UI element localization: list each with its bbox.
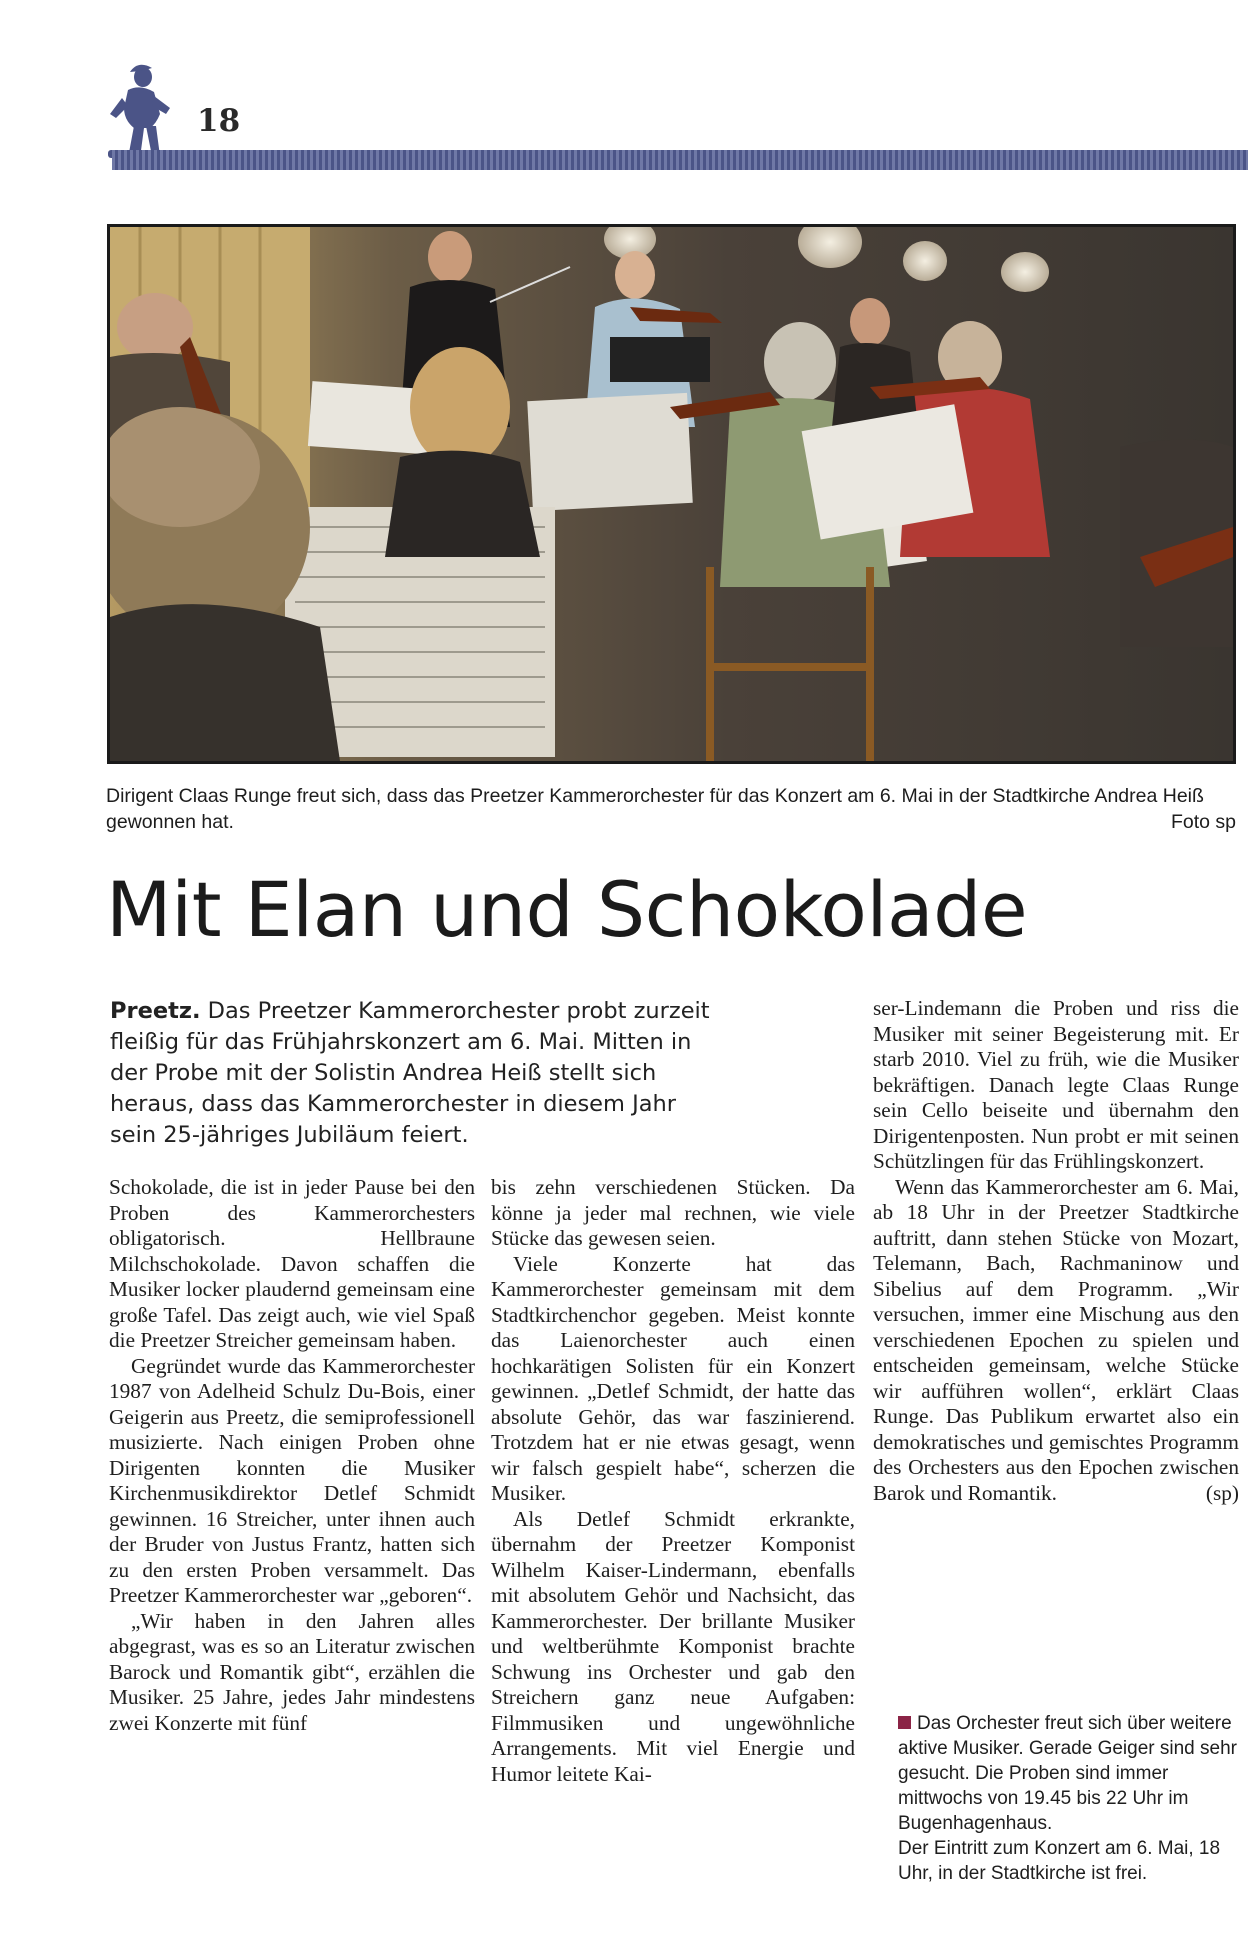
paragraph: bis zehn verschiedenen Stücken. Da könne ja jeder mal rechnen, wie viele Stücke das gewesen seien. xyxy=(491,1175,855,1250)
caption-text: Dirigent Claas Runge freut sich, dass das Preetzer Kammerorchester für das Konzert am 6. Mai in der Stadtkirche Andrea Heiß gewonnen hat. xyxy=(106,785,1204,833)
paragraph: Schokolade, die ist in jeder Pause bei den Proben des Kammerorchesters obligatorisch. Hellbraune Milchschokolade. Davon schaffen die Musiker locker plaudernd gemeinsam eine große Tafel. Das zeigt auch, wie viel Spaß die Preetzer Streicher gemeinsam haben. xyxy=(109,1175,475,1352)
paragraph xyxy=(873,1175,1239,1507)
bullet-square-icon xyxy=(898,1716,911,1729)
paragraph: Als Detlef Schmidt erkrankte, übernahm der Preetzer Komponist Wilhelm Kaiser-Lindermann, ebenfalls mit absolutem Gehör und Nachsicht, das Kammerorchester. Der brillante Musiker und weltberühmte Komponist brachte Schwung ins Orchester und gab den Streichern ganz neue Aufgaben: Filmmusiken und ungewöhnliche Arrangements. Mit viel Energie und Humor leitete Kai- xyxy=(491,1506,855,1786)
paragraph: Gegründet wurde das Kammerorchester 1987 von Adelheid Schulz Du-Bois, einer Geigerin aus Preetz, die semiprofessionell musizierte. Nach einigen Proben ohne Dirigenten konnten die Musiker Kirchenmusikdirektor Detlef Schmidt gewinnen. 16 Streicher, unter ihnen auch der Bruder von Justus Frantz, hatten sich zu den ersten Proben versammelt. Das Preetzer Kammerorchester war „geboren“. xyxy=(109,1353,475,1607)
orchestra-rehearsal-photo xyxy=(107,224,1236,764)
lead-dateline: Preetz. xyxy=(110,998,201,1024)
photo-caption xyxy=(106,783,1236,835)
lead-text: Das Preetzer Kammerorchester probt zurzeit fleißig für das Frühjahrskonzert am 6. Mai. Mitten in der Probe mit der Solistin Andrea Heiß stellt sich heraus, dass das Kammerorchester in diesem Jahr sein 25-jähriges Jubiläum feiert. xyxy=(110,998,710,1148)
paragraph-text: Wenn das Kammerorchester am 6. Mai, ab 18 Uhr in der Preetzer Stadtkirche auftritt, dann stehen Stücke von Mozart, Telemann, Bach, Rachmaninow und Sibelius auf dem Programm. „Wir versuchen, immer eine Mischung aus den verschiedenen Epochen zu spielen und entscheiden gemeinsam, welche Stücke wir aufführen wollen“, erklärt Claas Runge. Das Publikum erwartet also ein demokratisches und gemischtes Programm des Orchesters aus den Epochen zwischen Barok und Romantik. xyxy=(873,1174,1239,1505)
header-rule xyxy=(112,150,1248,170)
paragraph: ser-Lindemann die Proben und riss die Musiker mit seiner Begeisterung mit. Er starb 2010. Viel zu früh, wie die Musiker bekräftigen. Danach legte Claas Runge sein Cello beiseite und übernahm den Dirigentenposten. Nun probt er mit seinen Schützlingen für das Frühlingskonzert. xyxy=(873,996,1239,1173)
page-number: 18 xyxy=(197,103,241,139)
info-paragraph xyxy=(898,1711,1242,1836)
paragraph: „Wir haben in den Jahren alles abgegrast, was es so an Literatur zwischen Barock und Romantik gibt“, erzählen die Musiker. 25 Jahre, jedes Jahr mindestens zwei Konzerte mit fünf xyxy=(109,1608,475,1735)
article-column-3 xyxy=(873,996,1239,1506)
article-headline: Mit Elan und Schokolade xyxy=(106,865,1028,954)
info-paragraph xyxy=(898,1836,1242,1886)
article-column-1 xyxy=(109,1175,475,1736)
photo-credit: Foto sp xyxy=(1170,811,1236,833)
info-text-1: Das Orchester freut sich über weitere aktive Musiker. Gerade Geiger sind sehr gesucht. Die Proben sind immer mittwochs von 19.45 bis 22 Uhr im Bugenhagenhaus. xyxy=(898,1713,1237,1834)
article-column-2 xyxy=(491,1175,855,1787)
info-box xyxy=(898,1711,1242,1886)
paragraph: Viele Konzerte hat das Kammerorchester gemeinsam mit dem Stadtkirchenchor gegeben. Meist konnte das Laienorchester auch einen hochkarätigen Solisten für ein Konzert gewinnen. „Detlef Schmidt, der hatte das absolute Gehör, das war faszinierend. Trotzdem hat er nie etwas gesagt, wenn wir falsch gespielt habe“, scherzen die Musiker. xyxy=(491,1251,855,1505)
author-signature: (sp) xyxy=(1205,1480,1239,1505)
info-text-2: Der Eintritt zum Konzert am 6. Mai, 18 Uhr, in der Stadtkirche ist frei. xyxy=(898,1838,1221,1884)
article-lead xyxy=(110,996,715,1151)
